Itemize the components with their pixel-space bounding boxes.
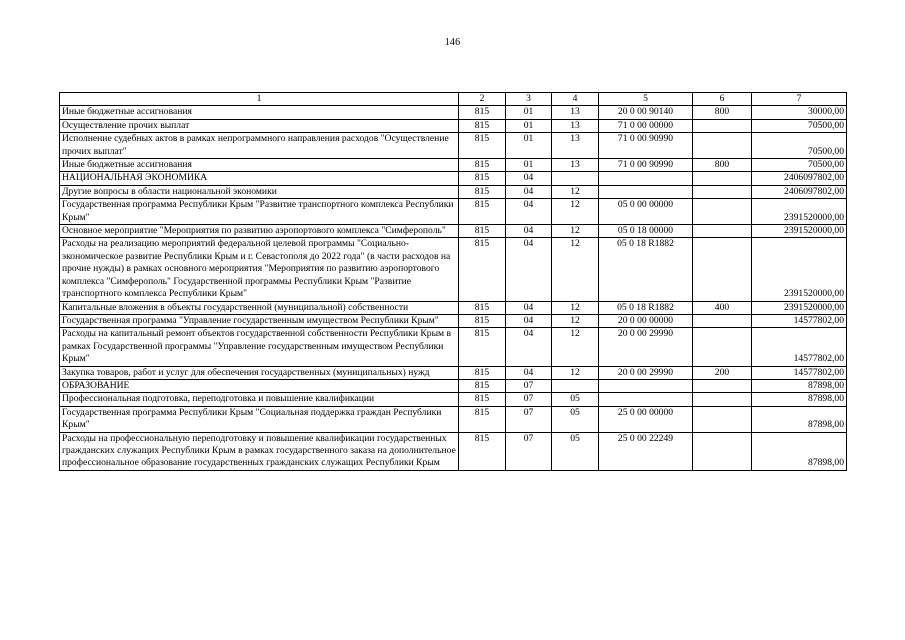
admin-code-cell: 815 bbox=[459, 238, 506, 301]
expense-type-cell: 400 bbox=[693, 301, 752, 314]
amount-cell: 2391520000,00 bbox=[752, 225, 847, 238]
expense-type-cell bbox=[693, 185, 752, 198]
expense-type-cell bbox=[693, 406, 752, 432]
amount-cell: 14577802,00 bbox=[752, 366, 847, 379]
section-code-cell: 04 bbox=[506, 225, 552, 238]
table-row bbox=[60, 238, 847, 301]
admin-code-cell: 815 bbox=[459, 119, 506, 132]
subsection-code-cell: 12 bbox=[552, 301, 599, 314]
subsection-code-cell: 05 bbox=[552, 393, 599, 406]
target-article-cell: 05 0 18 R1882 bbox=[599, 301, 693, 314]
amount-cell: 2391520000,00 bbox=[752, 301, 847, 314]
target-article-cell: 25 0 00 22249 bbox=[599, 432, 693, 470]
table-row bbox=[60, 119, 847, 132]
table-row bbox=[60, 106, 847, 119]
target-article-cell bbox=[599, 185, 693, 198]
target-article-cell: 20 0 00 29990 bbox=[599, 366, 693, 379]
target-article-cell: 20 0 00 29990 bbox=[599, 328, 693, 366]
admin-code-cell: 815 bbox=[459, 106, 506, 119]
table-row bbox=[60, 379, 847, 392]
section-code-cell: 07 bbox=[506, 379, 552, 392]
row-name-cell: Исполнение судебных актов в рамках непрограммного направления расходов "Осуществление прочих выплат" bbox=[60, 133, 459, 159]
table-row bbox=[60, 159, 847, 172]
admin-code-cell: 815 bbox=[459, 314, 506, 327]
table-row bbox=[60, 432, 847, 470]
target-article-cell bbox=[599, 172, 693, 185]
target-article-cell: 25 0 00 00000 bbox=[599, 406, 693, 432]
amount-cell: 2406097802,00 bbox=[752, 185, 847, 198]
section-code-cell: 01 bbox=[506, 133, 552, 159]
admin-code-cell: 815 bbox=[459, 199, 506, 225]
admin-code-cell: 815 bbox=[459, 225, 506, 238]
row-name-cell: Иные бюджетные ассигнования bbox=[60, 159, 459, 172]
expense-type-cell bbox=[693, 119, 752, 132]
subsection-code-cell: 13 bbox=[552, 159, 599, 172]
amount-cell: 30000,00 bbox=[752, 106, 847, 119]
section-code-cell: 04 bbox=[506, 185, 552, 198]
row-name-cell: ОБРАЗОВАНИЕ bbox=[60, 379, 459, 392]
amount-cell: 2391520000,00 bbox=[752, 238, 847, 301]
table-row bbox=[60, 172, 847, 185]
row-name-cell: Государственная программа Республики Крым "Социальная поддержка граждан Республики Крым" bbox=[60, 406, 459, 432]
row-name-cell: Расходы на реализацию мероприятий федеральной целевой программы "Социально-экономическое развитие Республики Крым и г. Севастополя до 2022 года" (в части расходов на прочие нужды) в рамках основного мероприятия "Мероприятия по развитию аэропортового комплекса "Симферополь" Государственной программы Республики Крым "Развитие транспортного комплекса Республики Крым" bbox=[60, 238, 459, 301]
expense-type-cell: 800 bbox=[693, 106, 752, 119]
subsection-code-cell: 12 bbox=[552, 199, 599, 225]
target-article-cell: 05 0 18 00000 bbox=[599, 225, 693, 238]
amount-cell: 87898,00 bbox=[752, 432, 847, 470]
expense-type-cell: 800 bbox=[693, 159, 752, 172]
column-header: 4 bbox=[552, 93, 599, 106]
expense-type-cell bbox=[693, 393, 752, 406]
subsection-code-cell: 12 bbox=[552, 238, 599, 301]
amount-cell: 87898,00 bbox=[752, 393, 847, 406]
admin-code-cell: 815 bbox=[459, 159, 506, 172]
column-header: 7 bbox=[752, 93, 847, 106]
admin-code-cell: 815 bbox=[459, 366, 506, 379]
table-row bbox=[60, 225, 847, 238]
expense-type-cell bbox=[693, 133, 752, 159]
table-row bbox=[60, 301, 847, 314]
amount-cell: 14577802,00 bbox=[752, 328, 847, 366]
row-name-cell: Закупка товаров, работ и услуг для обеспечения государственных (муниципальных) нужд bbox=[60, 366, 459, 379]
row-name-cell: Профессиональная подготовка, переподготовка и повышение квалификации bbox=[60, 393, 459, 406]
amount-cell: 14577802,00 bbox=[752, 314, 847, 327]
section-code-cell: 04 bbox=[506, 314, 552, 327]
section-code-cell: 01 bbox=[506, 119, 552, 132]
table-row bbox=[60, 133, 847, 159]
section-code-cell: 04 bbox=[506, 172, 552, 185]
row-name-cell: Иные бюджетные ассигнования bbox=[60, 106, 459, 119]
admin-code-cell: 815 bbox=[459, 133, 506, 159]
row-name-cell: НАЦИОНАЛЬНАЯ ЭКОНОМИКА bbox=[60, 172, 459, 185]
admin-code-cell: 815 bbox=[459, 379, 506, 392]
subsection-code-cell: 05 bbox=[552, 406, 599, 432]
admin-code-cell: 815 bbox=[459, 393, 506, 406]
row-name-cell: Капитальные вложения в объекты государственной (муниципальной) собственности bbox=[60, 301, 459, 314]
column-header: 5 bbox=[599, 93, 693, 106]
column-header: 3 bbox=[506, 93, 552, 106]
expense-type-cell: 200 bbox=[693, 366, 752, 379]
amount-cell: 87898,00 bbox=[752, 379, 847, 392]
expense-type-cell bbox=[693, 314, 752, 327]
subsection-code-cell: 05 bbox=[552, 432, 599, 470]
expense-type-cell bbox=[693, 432, 752, 470]
row-name-cell: Осуществление прочих выплат bbox=[60, 119, 459, 132]
amount-cell: 2406097802,00 bbox=[752, 172, 847, 185]
target-article-cell: 20 0 00 90140 bbox=[599, 106, 693, 119]
subsection-code-cell: 12 bbox=[552, 314, 599, 327]
section-code-cell: 04 bbox=[506, 301, 552, 314]
table-row bbox=[60, 185, 847, 198]
admin-code-cell: 815 bbox=[459, 432, 506, 470]
table-header-row bbox=[60, 93, 847, 106]
expense-type-cell bbox=[693, 172, 752, 185]
subsection-code-cell: 12 bbox=[552, 185, 599, 198]
admin-code-cell: 815 bbox=[459, 172, 506, 185]
subsection-code-cell: 13 bbox=[552, 133, 599, 159]
amount-cell: 87898,00 bbox=[752, 406, 847, 432]
section-code-cell: 04 bbox=[506, 238, 552, 301]
expense-type-cell bbox=[693, 225, 752, 238]
table-row bbox=[60, 366, 847, 379]
target-article-cell: 71 0 00 00000 bbox=[599, 119, 693, 132]
amount-cell: 70500,00 bbox=[752, 133, 847, 159]
subsection-code-cell bbox=[552, 379, 599, 392]
column-header: 6 bbox=[693, 93, 752, 106]
table-row bbox=[60, 314, 847, 327]
section-code-cell: 07 bbox=[506, 432, 552, 470]
row-name-cell: Расходы на профессиональную переподготовку и повышение квалификации государственных гражданских служащих Республики Крым в рамках государственного заказа на дополнительное профессиональное образование государственных гражданских служащих Республики Крым bbox=[60, 432, 459, 470]
page-number: 146 bbox=[444, 37, 461, 48]
expense-type-cell bbox=[693, 238, 752, 301]
target-article-cell: 05 0 18 R1882 bbox=[599, 238, 693, 301]
budget-table bbox=[59, 92, 847, 471]
section-code-cell: 07 bbox=[506, 393, 552, 406]
subsection-code-cell: 12 bbox=[552, 366, 599, 379]
section-code-cell: 04 bbox=[506, 366, 552, 379]
row-name-cell: Другие вопросы в области национальной экономики bbox=[60, 185, 459, 198]
expense-type-cell bbox=[693, 379, 752, 392]
row-name-cell: Основное мероприятие "Мероприятия по развитию аэропортового комплекса "Симферополь" bbox=[60, 225, 459, 238]
target-article-cell: 20 0 00 00000 bbox=[599, 314, 693, 327]
section-code-cell: 01 bbox=[506, 106, 552, 119]
subsection-code-cell: 13 bbox=[552, 119, 599, 132]
target-article-cell: 71 0 00 90990 bbox=[599, 159, 693, 172]
table-row bbox=[60, 199, 847, 225]
subsection-code-cell: 12 bbox=[552, 225, 599, 238]
subsection-code-cell bbox=[552, 172, 599, 185]
amount-cell: 2391520000,00 bbox=[752, 199, 847, 225]
admin-code-cell: 815 bbox=[459, 328, 506, 366]
table-row bbox=[60, 406, 847, 432]
table-row bbox=[60, 328, 847, 366]
subsection-code-cell: 12 bbox=[552, 328, 599, 366]
admin-code-cell: 815 bbox=[459, 301, 506, 314]
section-code-cell: 07 bbox=[506, 406, 552, 432]
admin-code-cell: 815 bbox=[459, 406, 506, 432]
section-code-cell: 01 bbox=[506, 159, 552, 172]
expense-type-cell bbox=[693, 199, 752, 225]
target-article-cell: 05 0 00 00000 bbox=[599, 199, 693, 225]
amount-cell: 70500,00 bbox=[752, 119, 847, 132]
admin-code-cell: 815 bbox=[459, 185, 506, 198]
column-header: 2 bbox=[459, 93, 506, 106]
row-name-cell: Государственная программа Республики Крым "Развитие транспортного комплекса Республики Крым" bbox=[60, 199, 459, 225]
table-row bbox=[60, 393, 847, 406]
section-code-cell: 04 bbox=[506, 199, 552, 225]
amount-cell: 70500,00 bbox=[752, 159, 847, 172]
row-name-cell: Расходы на капитальный ремонт объектов государственной собственности Республики Крым в рамках Государственной программы "Управление государственным имуществом Республики Крым" bbox=[60, 328, 459, 366]
section-code-cell: 04 bbox=[506, 328, 552, 366]
subsection-code-cell: 13 bbox=[552, 106, 599, 119]
target-article-cell bbox=[599, 393, 693, 406]
row-name-cell: Государственная программа "Управление государственным имуществом Республики Крым" bbox=[60, 314, 459, 327]
column-header: 1 bbox=[60, 93, 459, 106]
target-article-cell bbox=[599, 379, 693, 392]
expense-type-cell bbox=[693, 328, 752, 366]
target-article-cell: 71 0 00 90990 bbox=[599, 133, 693, 159]
